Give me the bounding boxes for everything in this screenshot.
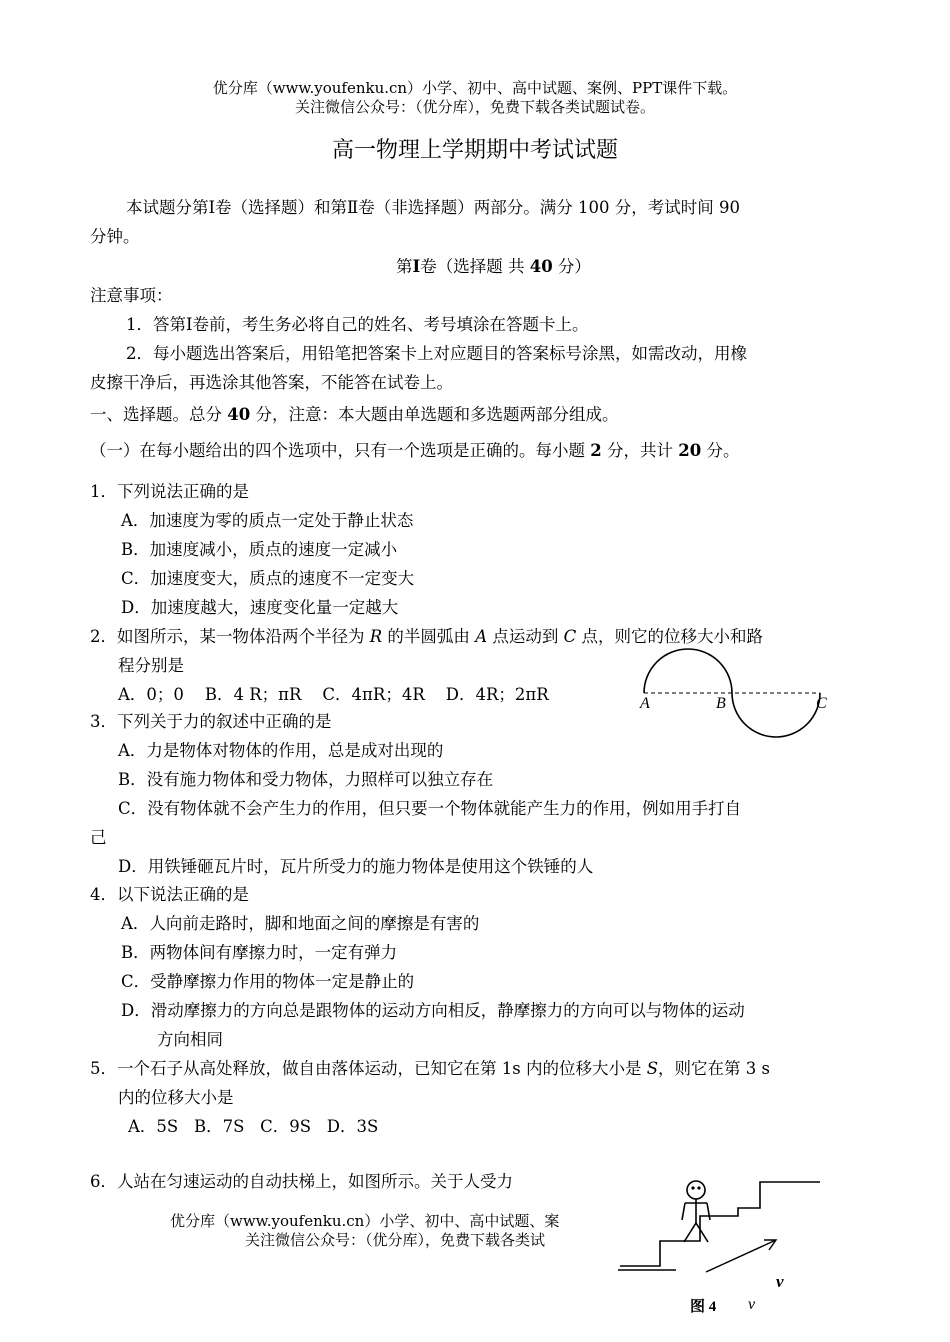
q5-options: A．5S B．7S C．9S D．3S [128, 1117, 379, 1136]
part1-sub-each: 2 [590, 441, 602, 460]
q5-stem [90, 1055, 770, 1079]
page-title: 高一物理上学期期中考试试题 [331, 138, 618, 163]
q1-option-c: C．加速度变大，质点的速度不一定变大 [121, 569, 415, 588]
section-prefix: 第 [396, 257, 413, 276]
part1-sub-total: 20 [678, 441, 702, 460]
q4-option-d-line-1: D．滑动摩擦力的方向总是跟物体的运动方向相反，静摩擦力的方向可以与物体的运动 [121, 1001, 745, 1020]
label-a: A [640, 695, 650, 712]
intro-line-2: 分钟。 [90, 227, 140, 246]
q4-option-a: A．人向前走路时，脚和地面之间的摩擦是有害的 [121, 914, 480, 933]
lower-semicircle [732, 693, 820, 737]
q4-stem: 4．以下说法正确的是 [90, 885, 249, 904]
part1-sub-b: 分，共计 [601, 441, 679, 460]
q2-stem-b: 的半圆弧由 [382, 627, 476, 646]
q3-option-c-line-2: 己 [90, 828, 107, 847]
q3-option-d: D．用铁锤砸瓦片时，瓦片所受力的施力物体是使用这个铁锤的人 [118, 857, 594, 876]
escalator-figure [618, 1170, 833, 1320]
section-mid: 卷（选择题 共 [420, 257, 530, 276]
notice-heading: 注意事项： [90, 286, 173, 305]
q1-option-d: D．加速度越大，速度变化量一定越大 [121, 598, 399, 617]
notice-item-1: 1．答第Ⅰ卷前，考生务必将自己的姓名、考号填涂在答题卡上。 [126, 315, 589, 334]
q5-stem-a: 5．一个石子从高处释放，做自由落体运动，已知它在第 1s 内的位移大小是 [90, 1059, 647, 1078]
notice-item-2-line-2: 皮擦干净后，再选涂其他答案，不能答在试卷上。 [90, 373, 453, 392]
label-c: C [816, 695, 827, 712]
section-roman: I [412, 257, 421, 276]
q1-stem: 1．下列说法正确的是 [90, 482, 249, 501]
q4-option-d-line-2: 方向相同 [157, 1030, 223, 1049]
label-b: B [716, 695, 726, 712]
part1-heading [90, 401, 618, 425]
q2-stem-point-c: C [563, 627, 577, 646]
part1-b: 分，注意：本大题由单选题和多选题两部分组成。 [250, 405, 619, 424]
q2-stem-r: R [369, 627, 383, 646]
q1-option-b: B．加速度减小，质点的速度一定减小 [121, 540, 398, 559]
semicircle-path-figure [630, 642, 830, 742]
header-line-1: 优分库（www.youfenku.cn）小学、初中、高中试题、案例、PPT课件下载。 [212, 79, 738, 97]
q4-option-c: C．受静摩擦力作用的物体一定是静止的 [121, 972, 415, 991]
section-suffix: 分） [552, 257, 591, 276]
upper-semicircle [644, 649, 732, 693]
part1-sub-heading [90, 437, 739, 461]
q3-option-a: A．力是物体对物体的作用，总是成对出现的 [118, 741, 444, 760]
q4-option-b: B．两物体间有摩擦力时，一定有弹力 [121, 943, 398, 962]
notice-item-2-line-1: 2．每小题选出答案后，用铅笔把答案卡上对应题目的答案标号涂黑，如需改动，用橡 [126, 344, 747, 363]
q2-stem-d: 点，则它的位移大小和路 [576, 627, 763, 646]
q2-stem-point-a: A [475, 627, 488, 646]
section-heading [396, 253, 591, 277]
footer-line-1: 优分库（www.youfenku.cn）小学、初中、高中试题、案 [170, 1212, 560, 1230]
q5-stem-b: ，则它在第 3 s [658, 1059, 770, 1078]
q1-option-a: A．加速度为零的质点一定处于静止状态 [121, 511, 414, 530]
q2-stem-c: 点运动到 [487, 627, 564, 646]
part1-sub-c: 分。 [701, 441, 740, 460]
figure-caption: 图 4 [690, 1299, 717, 1315]
q5-stem-line-2: 内的位移大小是 [118, 1088, 234, 1107]
q5-stem-s: S [646, 1059, 659, 1078]
q2-options: A．0；0 B．4 R；πR C．4πR；4R D．4R；2πR [118, 685, 549, 704]
q3-option-b: B．没有施力物体和受力物体，力照样可以独立存在 [118, 770, 494, 789]
footer-line-2: 关注微信公众号：（优分库），免费下载各类试 [245, 1231, 546, 1249]
header-line-2: 关注微信公众号：（优分库），免费下载各类试题试卷。 [294, 98, 655, 116]
escalator-figure-bg [618, 1170, 833, 1320]
q3-option-c-line-1: C．没有物体就不会产生力的作用，但只要一个物体就能产生力的作用，例如用手打自 [118, 799, 742, 818]
part1-sub-a: （一）在每小题给出的四个选项中，只有一个选项是正确的。每小题 [90, 441, 591, 460]
velocity-label: v [748, 1296, 756, 1313]
part1-a: 一、选择题。总分 [90, 405, 228, 424]
part1-score: 40 [227, 405, 251, 424]
section-score: 40 [529, 257, 553, 276]
q3-stem: 3．下列关于力的叙述中正确的是 [90, 712, 332, 731]
q6-stem: 6．人站在匀速运动的自动扶梯上，如图所示。关于人受力 [90, 1172, 513, 1191]
q2-stem-line-2: 程分别是 [118, 656, 184, 675]
q2-stem-a: 2．如图所示，某一物体沿两个半径为 [90, 627, 370, 646]
velocity-label-bold: v [776, 1272, 784, 1291]
intro-line-1: 本试题分第Ⅰ卷（选择题）和第Ⅱ卷（非选择题）两部分。满分 100 分，考试时间 90 [126, 198, 740, 217]
